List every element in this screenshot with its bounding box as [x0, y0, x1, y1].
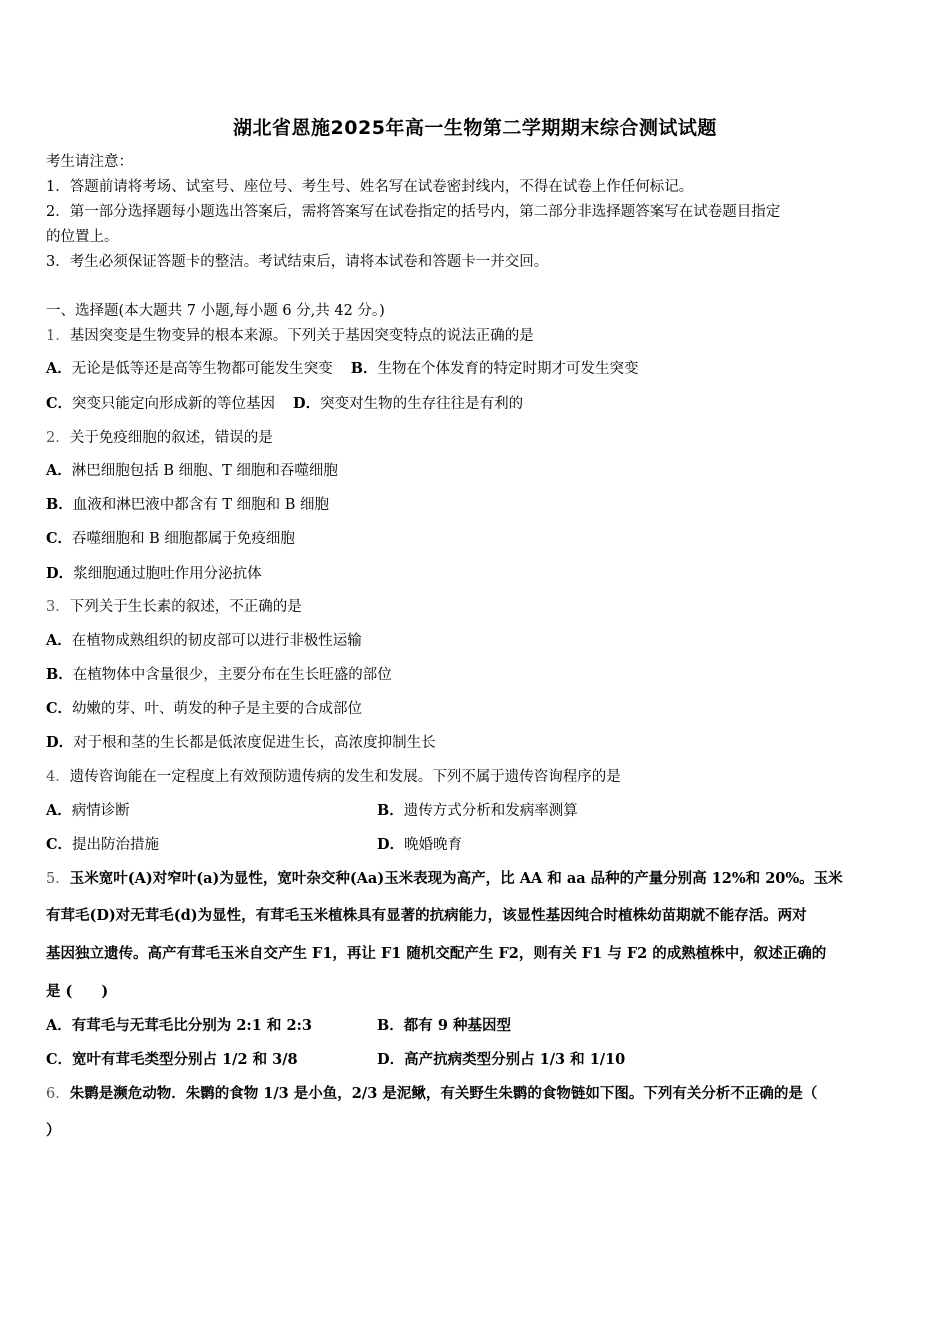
option-label-c: C．	[46, 836, 73, 853]
question-5-line-4: 是 ( )	[46, 983, 109, 1000]
question-4-option-a	[46, 802, 130, 820]
question-number: 5．	[46, 871, 70, 887]
option-label-b: B．	[377, 802, 404, 819]
question-4-stem	[46, 768, 621, 786]
option-c: 幼嫩的芽、叶、萌发的种子是主要的合成部位	[72, 701, 363, 717]
question-4-option-d	[377, 836, 462, 854]
option-label-d: D．	[46, 565, 74, 582]
option-b: 生物在个体发育的特定时期才可发生突变	[377, 361, 639, 377]
notice-item-1: 1．答题前请将考场、试室号、座位号、考生号、姓名写在试卷密封线内，不得在试卷上作任何标记。	[46, 179, 694, 195]
option-label-a: A．	[46, 632, 72, 649]
option-label-b: B．	[46, 496, 73, 513]
option-label-a: A．	[46, 462, 72, 479]
question-2-option-d	[46, 565, 262, 583]
question-5-option-d	[377, 1051, 625, 1069]
question-5-line-1	[46, 870, 843, 888]
question-4-option-b	[377, 802, 578, 820]
question-3-option-a	[46, 632, 362, 650]
question-text: 遗传咨询能在一定程度上有效预防遗传病的发生和发展。下列不属于遗传咨询程序的是	[69, 769, 621, 785]
option-label-d: D．	[293, 395, 321, 412]
option-label-a: A．	[46, 360, 72, 377]
option-label-d: D．	[377, 1051, 405, 1068]
question-number: 3．	[46, 599, 70, 615]
section-heading: 一、选择题(本大题共 7 小题,每小题 6 分,共 42 分。)	[46, 303, 385, 319]
question-1-options-cd	[46, 395, 523, 413]
option-a: 无论是低等还是高等生物都可能发生突变	[71, 361, 333, 377]
notice-item-2-cont: 的位置上。	[46, 229, 119, 245]
page-title: 湖北省恩施2025年高一生物第二学期期末综合测试试题	[233, 117, 717, 139]
question-text: 关于免疫细胞的叙述，错误的是	[69, 430, 273, 446]
option-label-c: C．	[46, 395, 73, 412]
option-d: 高产抗病类型分别占 1/3 和 1/10	[404, 1051, 626, 1068]
option-label-d: D．	[377, 836, 405, 853]
question-number: 1．	[46, 328, 70, 344]
notice-item-2: 2．第一部分选择题每小题选出答案后，需将答案写在试卷指定的括号内，第二部分非选择题答案写在试卷题目指定	[46, 204, 781, 220]
option-label-a: A．	[46, 802, 72, 819]
option-label-b: B．	[377, 1017, 404, 1034]
option-a: 淋巴细胞包括 B 细胞、T 细胞和吞噬细胞	[71, 463, 338, 479]
option-label-c: C．	[46, 1051, 73, 1068]
option-d: 浆细胞通过胞吐作用分泌抗体	[73, 566, 262, 582]
question-text: 下列关于生长素的叙述，不正确的是	[69, 599, 302, 615]
question-5-option-a	[46, 1017, 312, 1035]
question-text: 玉米宽叶(A)对窄叶(a)为显性，宽叶杂交种(Aa)玉米表现为高产，比 AA 和 aa 品种的产量分别高 12%和 20%。玉米	[69, 870, 843, 887]
question-3-option-b	[46, 666, 392, 684]
question-3-stem	[46, 598, 302, 616]
option-b: 血液和淋巴液中都含有 T 细胞和 B 细胞	[72, 497, 330, 513]
option-b: 都有 9 种基因型	[403, 1017, 511, 1034]
option-b: 在植物体中含量很少，主要分布在生长旺盛的部位	[72, 667, 392, 683]
question-number: 4．	[46, 769, 70, 785]
question-text: 基因突变是生物变异的根本来源。下列关于基因突变特点的说法正确的是	[69, 328, 534, 344]
option-a: 有茸毛与无茸毛比分别为 2:1 和 2:3	[71, 1017, 312, 1034]
question-2-option-c	[46, 530, 295, 548]
question-4-option-c	[46, 836, 159, 854]
notice-item-3: 3．考生必须保证答题卡的整洁。考试结束后，请将本试卷和答题卡一并交回。	[46, 254, 549, 270]
option-label-a: A．	[46, 1017, 72, 1034]
option-label-b: B．	[46, 666, 73, 683]
question-3-option-c	[46, 700, 362, 718]
option-c: 吞噬细胞和 B 细胞都属于免疫细胞	[72, 531, 295, 547]
option-label-b: B．	[350, 360, 378, 377]
question-text: 朱鹮是濒危动物．朱鹮的食物 1/3 是小鱼，2/3 是泥鳅，有关野生朱鹮的食物链如下图。下列有关分析不正确的是（	[69, 1085, 818, 1102]
question-3-option-d	[46, 734, 436, 752]
question-6-line-1	[46, 1085, 817, 1103]
question-5-line-3: 基因独立遗传。高产有茸毛玉米自交产生 F1，再让 F1 随机交配产生 F2，则有关 F1 与 F2 的成熟植株中，叙述正确的	[46, 945, 827, 962]
question-5-option-b	[377, 1017, 511, 1035]
question-2-stem	[46, 429, 273, 447]
question-number: 6．	[46, 1086, 70, 1102]
question-2-option-b	[46, 496, 329, 514]
notice-heading: 考生请注意：	[46, 154, 133, 170]
question-5-option-c	[46, 1051, 298, 1069]
question-1-options-ab	[46, 360, 639, 378]
option-label-c: C．	[46, 700, 73, 717]
option-b: 遗传方式分析和发病率测算	[403, 803, 578, 819]
option-c: 宽叶有茸毛类型分别占 1/2 和 3/8	[72, 1051, 298, 1068]
option-d: 晚婚晚育	[404, 837, 463, 853]
option-d: 对于根和茎的生长都是低浓度促进生长，高浓度抑制生长	[73, 735, 436, 751]
question-5-line-2: 有茸毛(D)对无茸毛(d)为显性，有茸毛玉米植株具有显著的抗病能力，该显性基因纯合时植株幼苗期就不能存活。两对	[46, 907, 807, 924]
question-number: 2．	[46, 430, 70, 446]
option-a: 病情诊断	[71, 803, 130, 819]
option-label-d: D．	[46, 734, 74, 751]
option-c: 突变只能定向形成新的等位基因	[72, 396, 276, 412]
option-d: 突变对生物的生存往往是有利的	[320, 396, 524, 412]
option-label-c: C．	[46, 530, 73, 547]
question-2-option-a	[46, 462, 338, 480]
option-c: 提出防治措施	[72, 837, 160, 853]
question-6-line-2: ）	[46, 1122, 61, 1139]
option-a: 在植物成熟组织的韧皮部可以进行非极性运输	[71, 633, 362, 649]
question-1-stem	[46, 327, 534, 345]
